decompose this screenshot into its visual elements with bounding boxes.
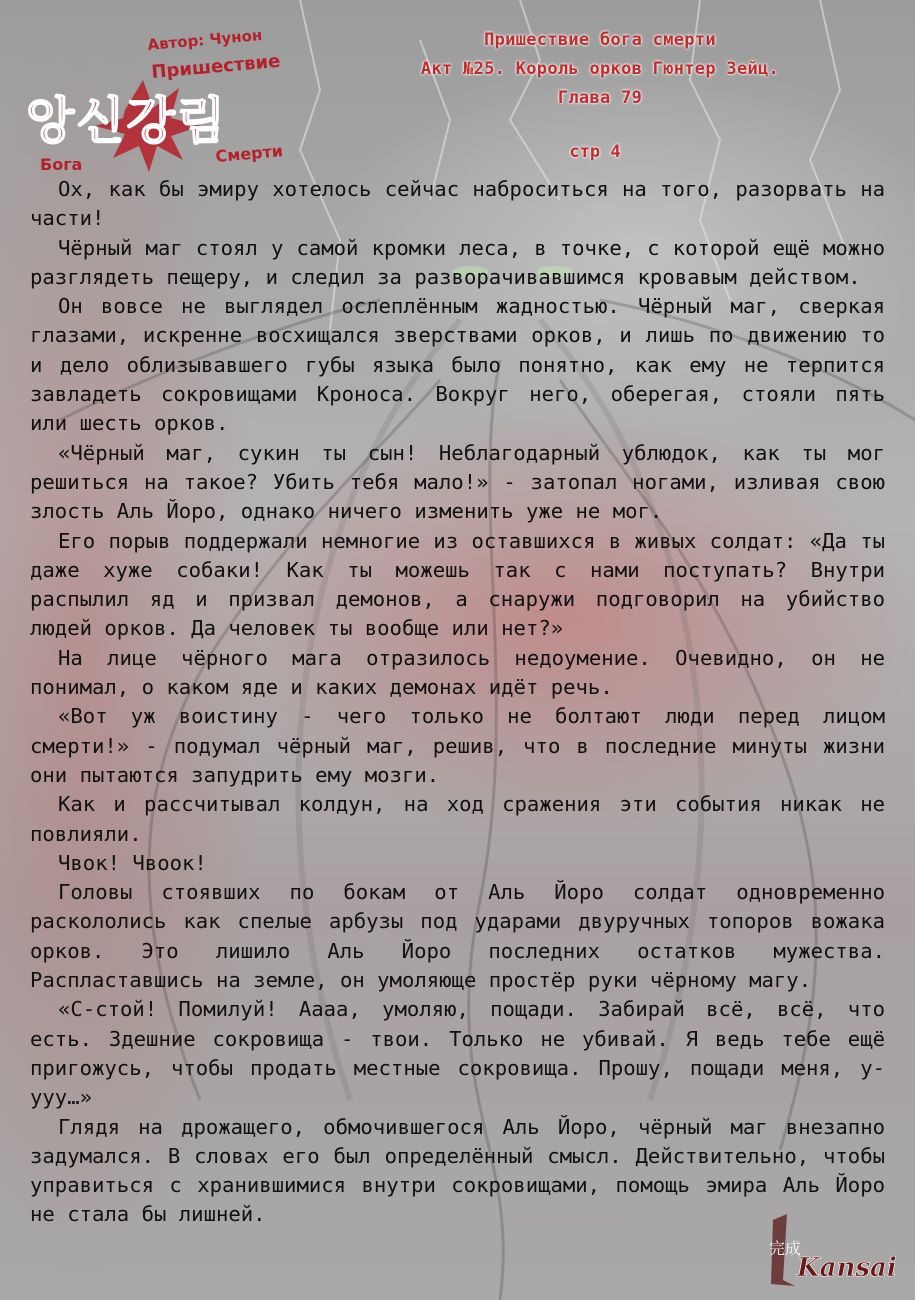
chapter-number: Глава 79 [557,88,643,108]
paragraph: Его порыв поддержали немногие из оставшихся в живых солдат: «Да ты даже хуже собаки! Как ты можешь так с нами поступать? Внутри распылил яд и призвал демонов, а снаружи подговорил на убийство людей орков. Да человек ты вообще или нет?» [30,528,885,641]
paragraph: Чёрный маг стоял у самой кромки леса, в точке, с которой ещё можно разглядеть пещеру, и следил за разворачивавшимся кровавым действом. [30,235,885,289]
paragraph: «Чёрный маг, сукин ты сын! Неблагодарный ублюдок, как ты мог решиться на такое? Убить тебя мало!» - затопал ногами, изливая свою злость Аль Йоро, однако ничего изменить уже не мог. [30,440,885,524]
translator-watermark [765,1210,905,1290]
title-logo [20,20,310,180]
logo-title-ru-2: Бога [40,155,83,174]
paragraph: Он вовсе не выглядел ослеплённым жадностью. Чёрный маг, сверкая глазами, искренне восхищался зверствами орков, и лишь по движению то и дело облизывавшего губы языка было понятно, как ему не терпится завладеть сокровищами Кроноса. Вокруг него, оберегая, стояли пять или шесть орков. [30,294,885,436]
act-title: Акт №25. Король орков Гюнтер Зейц. [420,59,780,79]
paragraph: Глядя на дрожащего, обмочившегося Аль Йоро, чёрный маг внезапно задумался. В словах его был определённый смысл. Действительно, чтобы управиться с хранившимися внутри сокровищами, помощь эмира Аль Йоро не стала бы лишней. [30,1114,885,1227]
paragraph: Ох, как бы эмиру хотелось сейчас наброситься на того, разорвать на части! [30,177,885,231]
series-title: Пришествие бога смерти [484,30,716,50]
paragraph: На лице чёрного мага отразилось недоумение. Очевидно, он не понимал, о каком яде и каких демонах идёт речь. [30,645,885,700]
paragraph: «Вот уж воистину - чего только не болтают люди перед лицом смерти!» - подумал чёрный маг, решив, что в последние минуты жизни они пытаются запудрить ему мозги. [30,704,885,787]
page-number: стр 4 [569,142,621,162]
watermark-text: Kansai [797,1253,897,1283]
chapter-header [330,26,870,113]
logo-title-ru-1: Пришествие [150,50,282,83]
logo-title-ko: 앙신강림 [26,92,228,150]
body-text [30,175,885,1230]
paragraph: Головы стоявших по бокам от Аль Йоро солдат одновременно раскололись как спелые арбузы под ударами двуручных топоров вожака орков. Это лишило Аль Йоро последних остатков мужества. Распластавшись на земле, он умоляюще простёр руки чёрному магу. [30,880,885,993]
paragraph: «С-стой! Помилуй! Аааа, умоляю, пощади. Забирай всё, всё, что есть. Здешние сокровища - твои. Только не убивай. Я ведь тебе ещё пригожусь, чтобы продать местные сокровища. Прошу, пощади меня, у-ууу…» [30,997,885,1110]
logo-title-ru-3: Смерти [214,141,284,166]
logo-author: Автор: Чунон [146,26,263,54]
paragraph: Как и рассчитывал колдун, на ход сражения эти события никак не повлияли. [30,792,885,846]
paragraph: Чвок! Чвоок! [58,850,207,875]
watermark-glyph: 完成 [769,1239,802,1258]
